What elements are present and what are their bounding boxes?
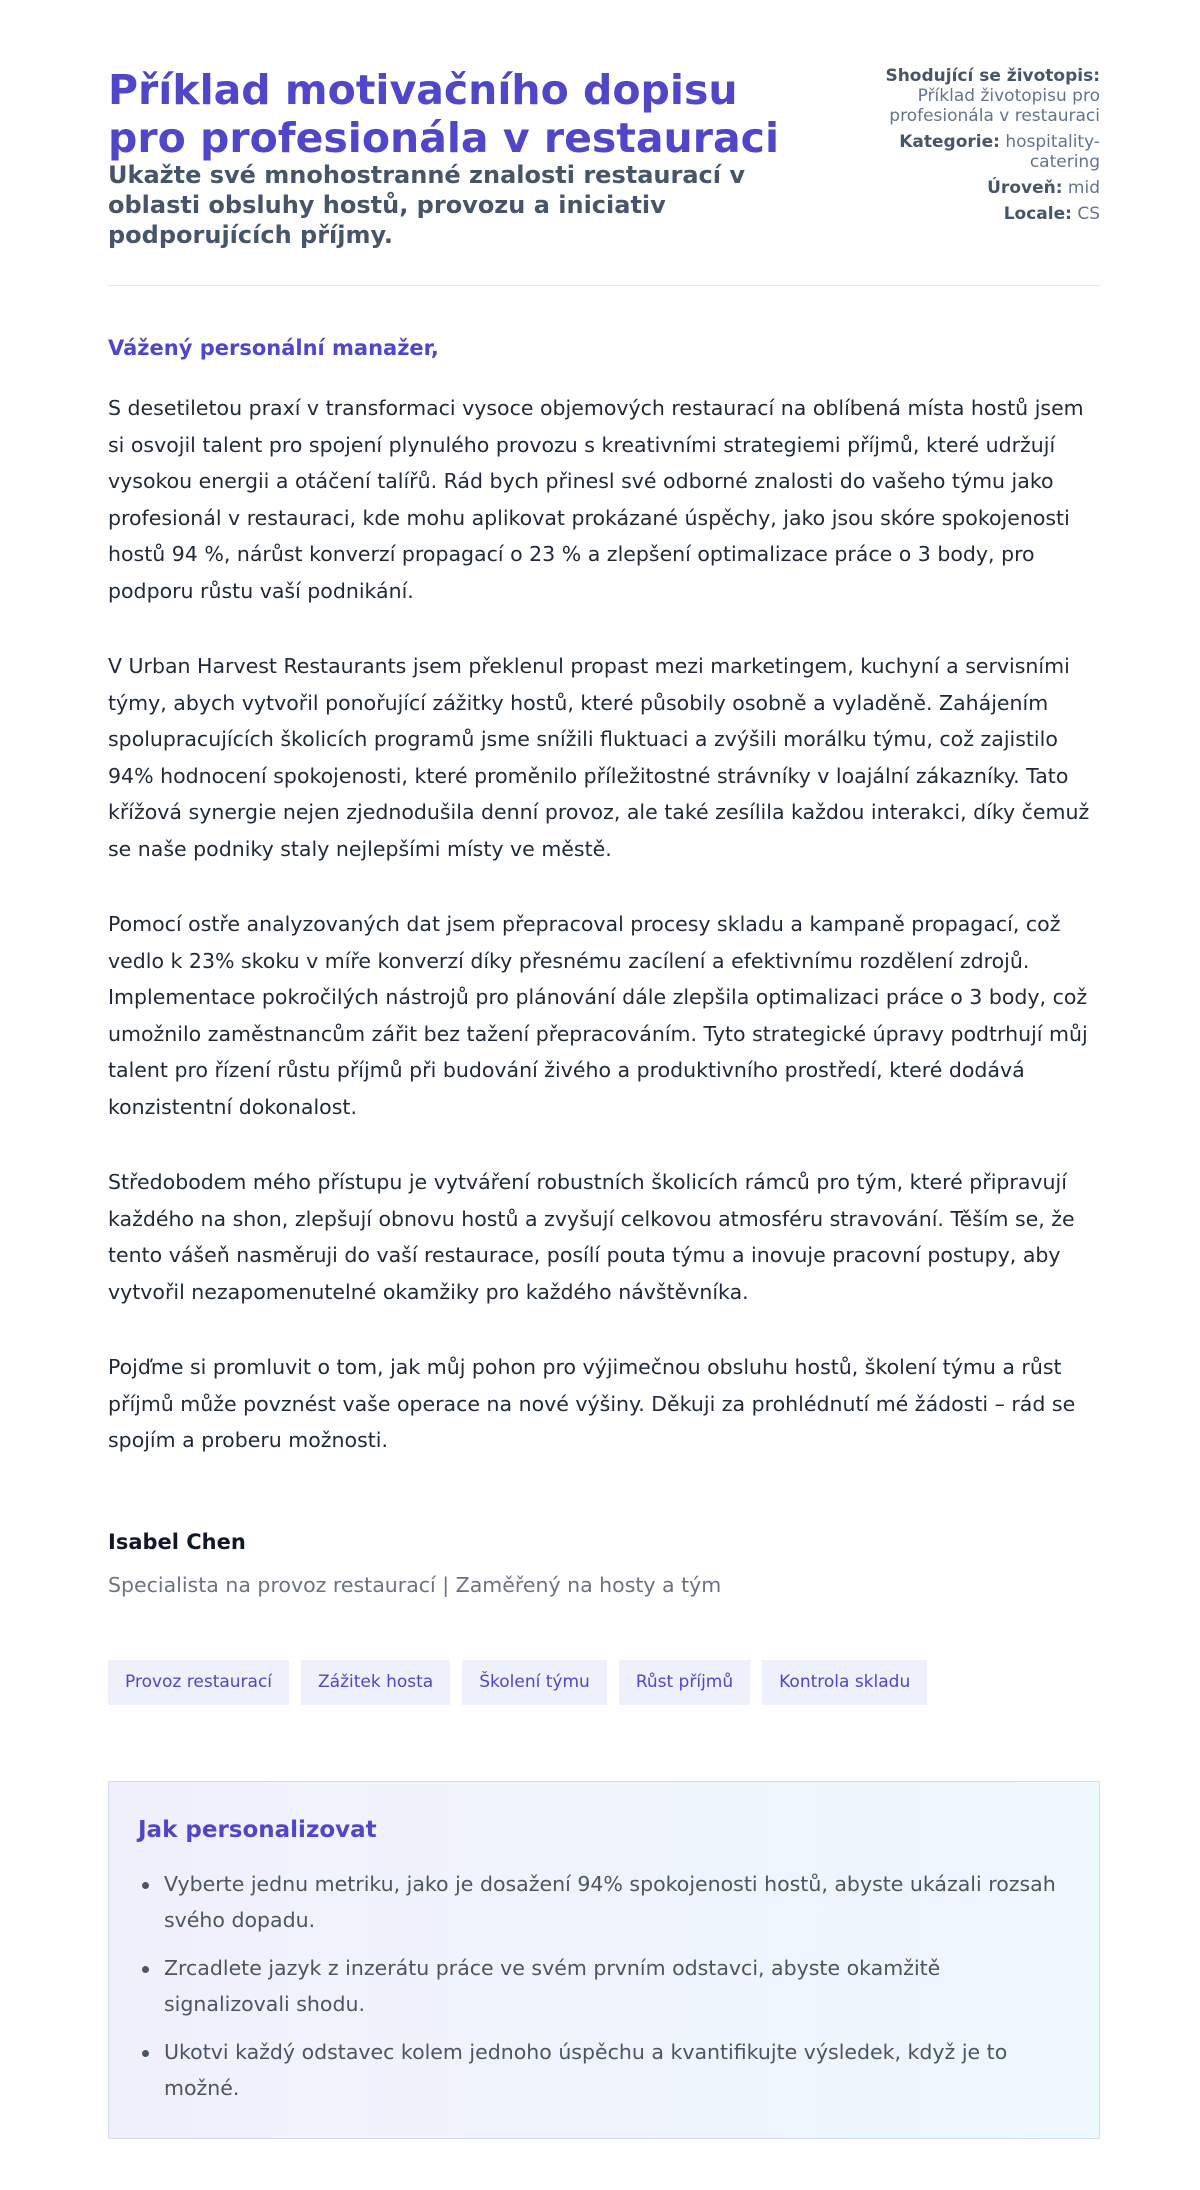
letter-paragraph-5: Pojďme si promluvit o tom, jak můj pohon pro výjimečnou obsluhu hostů, školení týmu a růst příjmů může povznést vaše operace na nové výšiny. Děkuji za prohlédnutí mé žádosti – rád se spojím a proberu možnosti. xyxy=(108,1355,1076,1452)
tips-list xyxy=(138,1866,1068,2118)
page-header xyxy=(108,0,1100,286)
meta-resume xyxy=(870,66,1100,126)
meta-category-value: hospitality-catering xyxy=(1005,132,1100,172)
tips-item: Ukotvi každý odstavec kolem jednoho úspěchu a kvantifikujte výsledek, když je to možné. xyxy=(138,2034,1068,2106)
page-title: Příklad motivačního dopisu pro profesionála v restauraci xyxy=(108,66,779,162)
meta-locale xyxy=(870,204,1100,224)
letter-paragraph-1: S desetiletou praxí v transformaci vysoce objemových restaurací na oblíbená místa hostů jsem si osvojil talent pro spojení plynulého provozu s kreativními strategiemi příjmů, které udržují vysokou energii a otáčení talířů. Rád bych přinesl své odborné znalosti do vašeho týmu jako profesionál v restauraci, kde mohu aplikovat prokázané úspěchy, jako jsou skóre spokojenosti hostů 94 %, nárůst konverzí propagací o 23 % a zlepšení optimalizace práce o 3 body, pro podporu růstu vaší podnikání. xyxy=(108,396,1084,603)
skill-tags xyxy=(108,1660,927,1705)
signature-name: Isabel Chen xyxy=(108,1530,246,1554)
letter-paragraph-3: Pomocí ostře analyzovaných dat jsem přepracoval procesy skladu a kampaně propagací, což vedlo k 23% skoku v míře konverzí díky přesnému zacílení a efektivnímu rozdělení zdrojů. Implementace pokročilých nástrojů pro plánování dále zlepšila optimalizaci práce o 3 body, což umožnilo zaměstnancům zářit bez tažení přepracováním. Tyto strategické úpravy podtrhují můj talent pro řízení růstu příjmů při budování živého a produktivního prostředí, které dodává konzistentní dokonalost. xyxy=(108,912,1088,1119)
letter-paragraph-4: Středobodem mého přístupu je vytváření robustních školicích rámců pro tým, které připravují každého na shon, zlepšují obnovu hostů a zvyšují celkovou atmosféru stravování. Těším se, že tento vášeň nasměruji do vaší restaurace, posílí pouta týmu a inovuje pracovní postupy, aby vytvořil nezapomenutelné okamžiky pro každého návštěvníka. xyxy=(108,1170,1075,1304)
meta-resume-key: Shodující se životopis: xyxy=(885,66,1100,86)
meta-category-key: Kategorie: xyxy=(899,132,1000,152)
signature-role: Specialista na provoz restaurací | Zaměřený na hosty a tým xyxy=(108,1573,722,1597)
tips-title: Jak personalizovat xyxy=(138,1817,377,1843)
page-subtitle: Ukažte své mnohostranné znalosti restaurací v oblasti obsluhy hostů, provozu a iniciativ podporujících příjmy. xyxy=(108,161,745,249)
meta-panel xyxy=(870,66,1100,230)
skill-tag: Kontrola skladu xyxy=(762,1660,927,1705)
personalization-tips-box xyxy=(108,1781,1100,2139)
skill-tag: Školení týmu xyxy=(462,1660,607,1705)
letter-greeting: Vážený personální manažer, xyxy=(108,336,439,360)
meta-level-key: Úroveň: xyxy=(987,178,1063,198)
skill-tag: Růst příjmů xyxy=(619,1660,750,1705)
cover-letter-page xyxy=(108,0,1100,2100)
meta-resume-value: Příklad životopisu pro profesionála v restauraci xyxy=(889,86,1100,126)
letter-paragraph-2: V Urban Harvest Restaurants jsem překlenul propast mezi marketingem, kuchyní a servisními týmy, abych vytvořil ponořující zážitky hostů, které působily osobně a vyladěně. Zahájením spolupracujících školicích programů jsme snížili fluktuaci a zvýšili morálku týmu, což zajistilo 94% hodnocení spokojenosti, které proměnilo příležitostné strávníky v loajální zákazníky. Tato křížová synergie nejen zjednodušila denní provoz, ale také zesílila každou interakci, díky čemuž se naše podniky staly nejlepšími místy ve městě. xyxy=(108,654,1090,861)
letter-body xyxy=(108,390,1100,1498)
tips-item: Vyberte jednu metriku, jako je dosažení 94% spokojenosti hostů, abyste ukázali rozsah svého dopadu. xyxy=(138,1866,1068,1938)
meta-category xyxy=(870,132,1100,172)
skill-tag: Provoz restaurací xyxy=(108,1660,289,1705)
meta-locale-value: CS xyxy=(1077,204,1100,224)
skill-tag: Zážitek hosta xyxy=(301,1660,450,1705)
meta-level xyxy=(870,178,1100,198)
meta-level-value: mid xyxy=(1067,178,1100,198)
meta-locale-key: Locale: xyxy=(1003,204,1072,224)
tips-item: Zrcadlete jazyk z inzerátu práce ve svém prvním odstavci, abyste okamžitě signalizovali shodu. xyxy=(138,1950,1068,2022)
